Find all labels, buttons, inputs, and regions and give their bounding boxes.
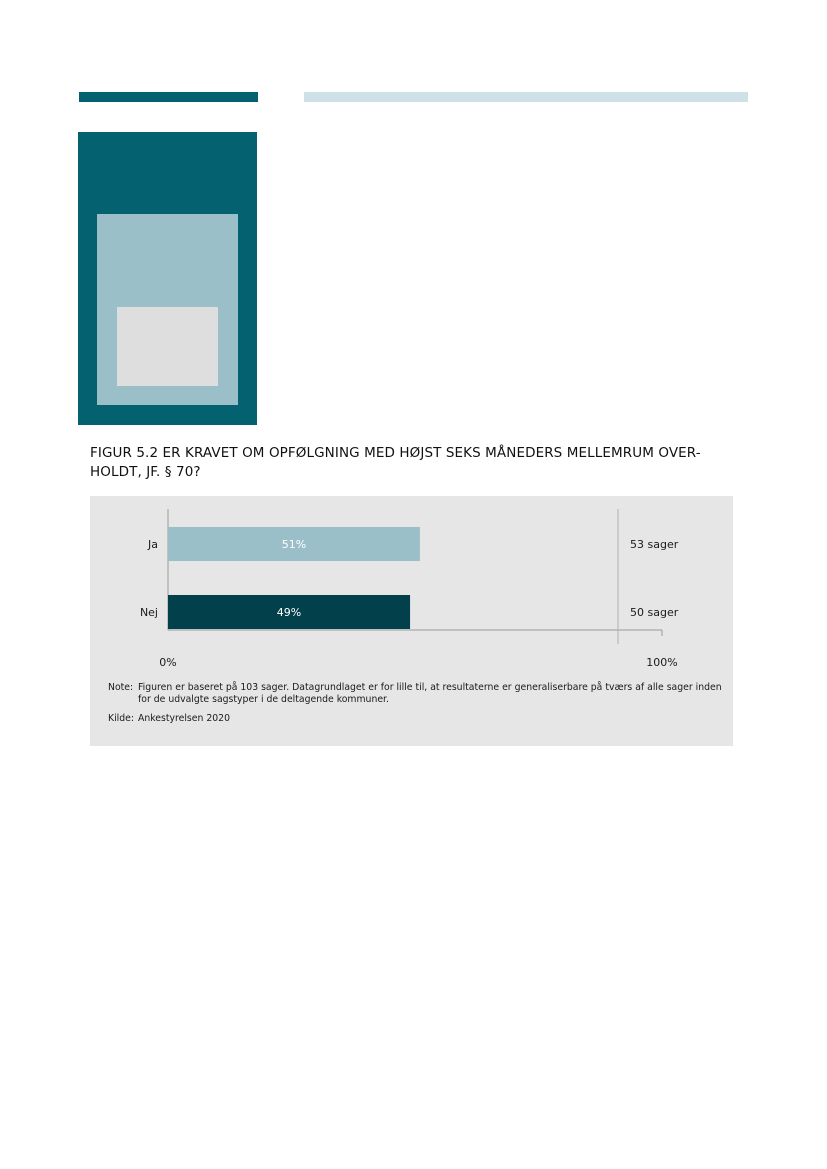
count-label-nej: 50 sager: [630, 606, 679, 619]
bar-value-label-nej: 49%: [276, 606, 302, 619]
figure-title-line-2: HOLDT, JF. § 70?: [90, 464, 201, 480]
note-key: Note:: [108, 682, 134, 693]
source-text: Ankestyrelsen 2020: [138, 713, 231, 724]
category-label-ja: Ja: [148, 538, 158, 551]
chapter-graphic-core: [117, 307, 218, 386]
x-tick-label: 100%: [646, 656, 678, 669]
source-key: Kilde:: [108, 713, 135, 724]
bar-chart: [90, 496, 733, 676]
count-label-ja: 53 sager: [630, 538, 679, 551]
source-row: [108, 713, 728, 725]
chapter-graphic-inner: [97, 214, 238, 405]
note-row: [108, 682, 728, 706]
figure-box: [90, 496, 733, 746]
bar-value-label-ja: 51%: [281, 538, 307, 551]
chapter-graphic: [78, 132, 257, 425]
note-text: Figuren er baseret på 103 sager. Datagrundlaget er for lille til, at resultaterne er generaliserbare på tværs af alle sager inden for de udvalgte sagstyper i de deltagende kommuner.: [138, 682, 722, 705]
figure-notes: [108, 682, 728, 732]
figure-title: [90, 444, 730, 482]
figure-title-line-1: FIGUR 5.2 ER KRAVET OM OPFØLGNING MED HØJST SEKS MÅNEDERS MELLEMRUM OVER-: [90, 445, 701, 461]
header-accent-bar-dark: [79, 92, 258, 102]
category-label-nej: Nej: [139, 606, 158, 619]
bars-layer: [140, 527, 679, 629]
ticks-layer: [159, 656, 677, 669]
x-tick-label: 0%: [159, 656, 177, 669]
header-accent-bar-light: [304, 92, 748, 102]
